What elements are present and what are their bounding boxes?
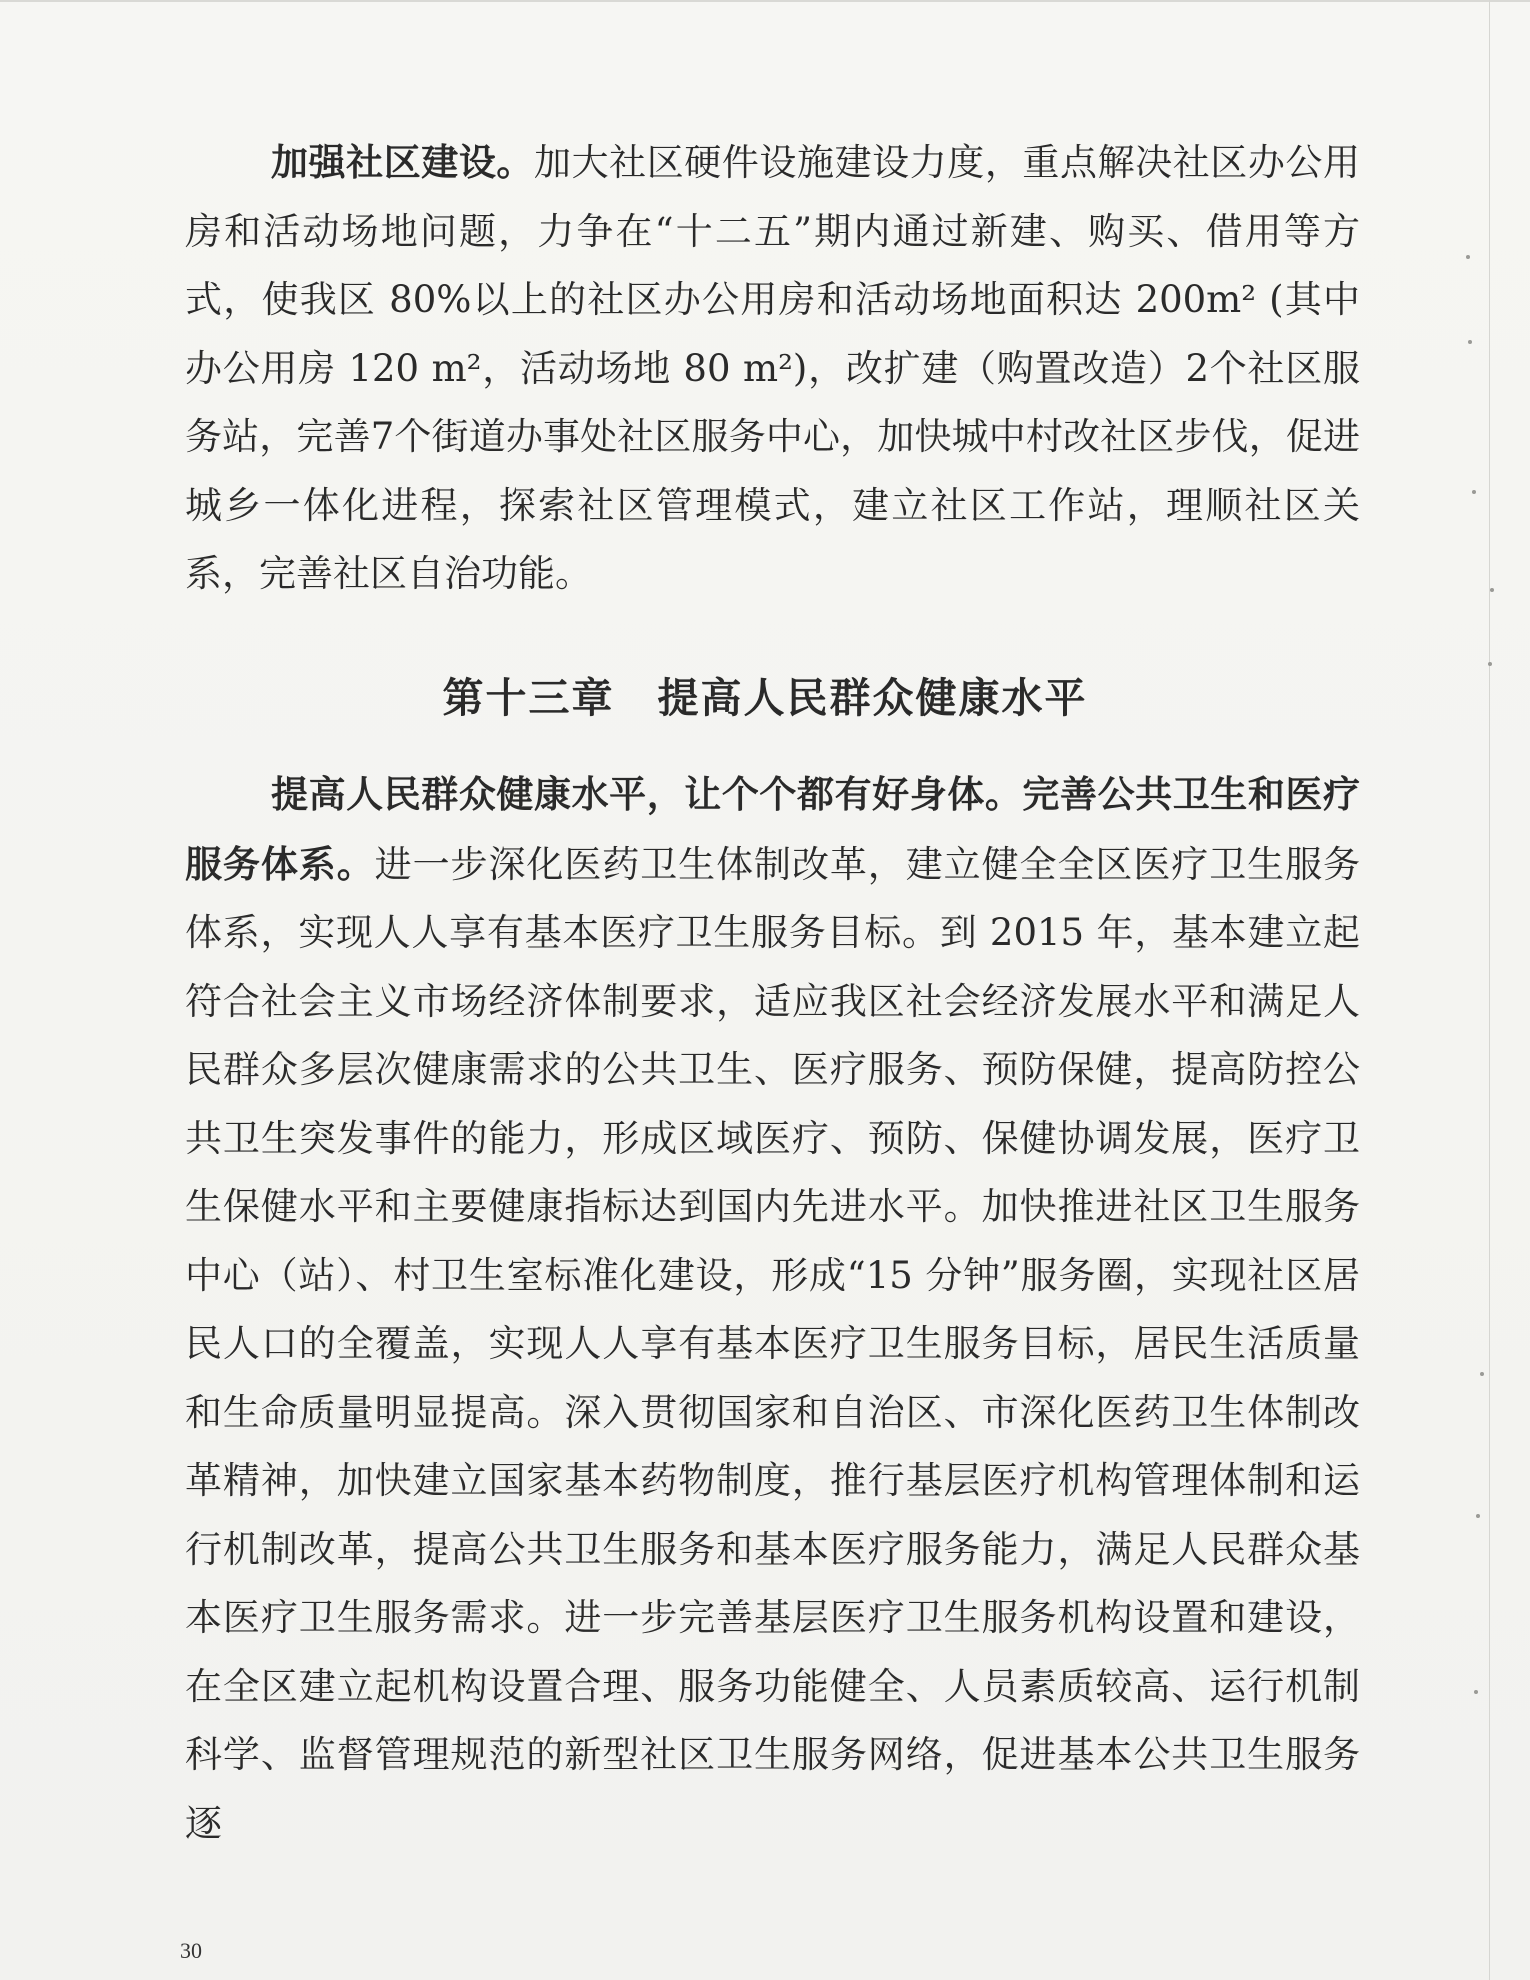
- paragraph-body: 进一步深化医药卫生体制改革，建立健全全区医疗卫生服务体系，实现人人享有基本医疗卫生服务目标。到 2015 年，基本建立起符合社会主义市场经济体制要求，适应我区社会经济发展水平和满足人民群众多层次健康需求的公共卫生、医疗服务、预防保健，提高防控公共卫生突发事件的能力，形成区域医疗、预防、保健协调发展，医疗卫生保健水平和主要健康指标达到国内先进水平。加快推进社区卫生服务中心（站）、村卫生室标准化建设，形成“15 分钟”服务圈，实现社区居民人口的全覆盖，实现人人享有基本医疗卫生服务目标，居民生活质量和生命质量明显提高。深入贯彻国家和自治区、市深化医药卫生体制改革精神，加快建立国家基本药物制度，推行基层医疗机构管理体制和运行机制改革，提高公共卫生服务和基本医疗服务能力，满足人民群众基本医疗卫生服务需求。进一步完善基层医疗卫生服务机构设置和建设，在全区建立起机构设置合理、服务功能健全、人员素质较高、运行机制科学、监督管理规范的新型社区卫生服务网络，促进基本公共卫生服务逐: [185, 842, 1361, 1845]
- scan-speck: [1468, 340, 1472, 344]
- scan-speck: [1488, 662, 1492, 666]
- scan-top-edge: [0, 0, 1530, 2]
- scan-speck: [1466, 255, 1470, 259]
- scan-speck: [1474, 1690, 1478, 1694]
- chapter-title: 第十三章 提高人民群众健康水平: [442, 674, 1088, 722]
- paragraph-health-level: [185, 760, 1360, 1858]
- scan-speck: [1472, 490, 1476, 494]
- scan-speck: [1476, 1514, 1480, 1518]
- paragraph-lead-bold: 提高人民群众健康水平，让个个都有好身体。完善公共卫生和医疗服务体系。: [185, 772, 1360, 886]
- page-number: 30: [180, 1938, 202, 1963]
- paragraph-body: 加大社区硬件设施建设力度，重点解决社区办公用房和活动场地问题，力争在“十二五”期内通过新建、购买、借用等方式，使我区 80%以上的社区办公用房和活动场地面积达 200m² (其中办公用房 120 m²，活动场地 80 m²)，改扩建（购置改造）2个社区服务站，完善7个街道办事处社区服务中心，加快城中村改社区步伐，促进城乡一体化进程，探索社区管理模式，建立社区工作站，理顺社区关系，完善社区自治功能。: [185, 141, 1360, 595]
- scan-speck: [1480, 1372, 1484, 1376]
- paragraph-lead-bold: 加强社区建设。: [271, 140, 534, 184]
- paragraph-community-construction: [185, 128, 1360, 609]
- scan-speck: [1490, 588, 1494, 592]
- scan-right-edge: [1489, 0, 1490, 1980]
